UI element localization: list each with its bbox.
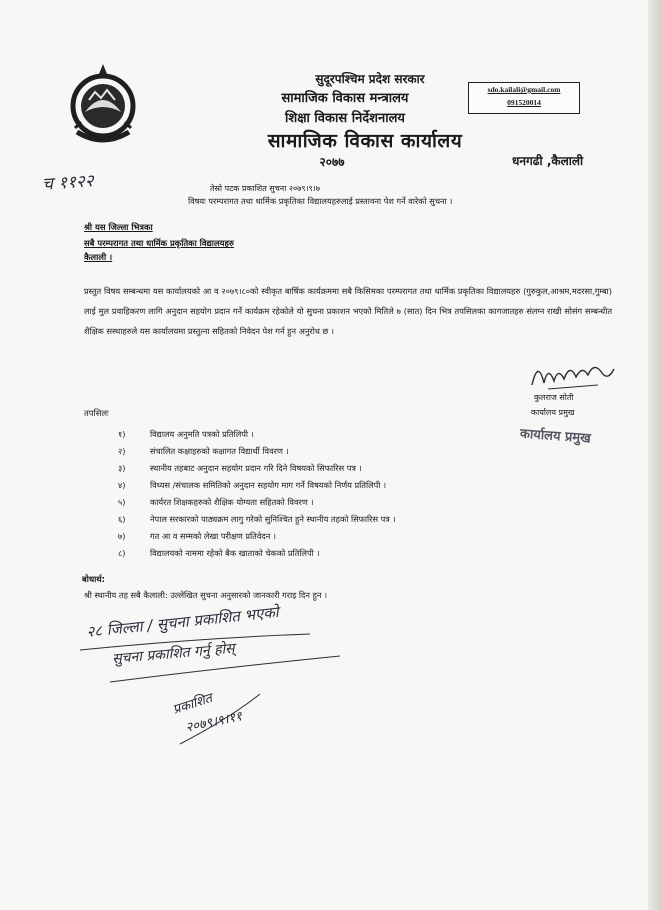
publication-notice: तेस्रो पटक प्रकाशित सुचना २०७९।९।७ — [210, 184, 320, 193]
establishment-year: २०७७ — [319, 155, 345, 169]
copy-to-title: बोधार्थ: — [82, 574, 105, 584]
office-location: धनगढी ,कैलाली — [512, 154, 584, 168]
annex-item: ३) स्थानीय तहबाट अनुदान सहयोग प्रदान गरि दिने विषयको सिफारिस पत्र । — [118, 463, 362, 473]
signatory-role: कार्यालय प्रमुख — [531, 408, 575, 417]
annex-item: ६) नेपाल सरकारको पाठ्यक्रम लागु गरेको सुनिश्चित हुने स्थानीय तहको सिफारिस पत्र । — [118, 514, 396, 524]
address-line: सबै परम्परागत तथा धार्मिक प्रकृतिका विद्यालयहरु — [84, 238, 234, 248]
address-line: कैलाली । — [84, 252, 113, 262]
office-head-stamp: कार्यालय प्रमुख — [519, 426, 592, 447]
address-line: श्री यस जिल्ला भित्रका — [84, 222, 153, 232]
office-name: सामाजिक विकास कार्यालय — [267, 130, 463, 152]
signatory-name: कुलराज सोती — [534, 393, 574, 402]
annex-item: ४) विध्यस /संचालक समितिको अनुदान सहयोग माग गर्ने विषयको निर्णय प्रतिलिपी । — [118, 480, 387, 490]
annex-item: ७) गत आ व सम्मको लेखा परीक्षण प्रतिवेदन । — [118, 531, 276, 541]
contact-box — [468, 82, 580, 114]
handwritten-registration-number: च ११२२ — [41, 171, 95, 195]
ministry-name: सामाजिक विकास मन्त्रालय — [281, 91, 409, 106]
directorate-name: शिक्षा विकास निर्देशनालय — [285, 111, 405, 126]
handwritten-note-line: प्रकाशित — [171, 691, 215, 718]
annex-title: तपसिलः — [84, 408, 109, 418]
copy-to-line: श्री स्थानीय तह सबै कैलाली: उल्लेखित सुचना अनुसारको जानकारी गराइ दिन हुन । — [84, 590, 328, 600]
notice-subject: विषयः परम्परागत तथा धार्मिक प्रकृतिका विद्यालयहरुलाई प्रस्तावना पेश गर्ने वारेको सुचना । — [188, 196, 453, 206]
page-edge — [648, 0, 662, 910]
signature — [528, 355, 618, 395]
contact-phone: 091520014 — [507, 98, 541, 107]
contact-email: sdo.kailali@gmail.com — [487, 85, 561, 94]
annex-item: ८) विद्यालयको नाममा रहेको बैक खाताको चेकको प्रतिलिपी । — [118, 548, 320, 558]
government-emblem — [67, 62, 139, 144]
handwritten-note-line: सुचना प्रकाशित गर्नु होस् — [111, 640, 236, 668]
body-paragraph: प्रस्तुत विषय सम्बन्धमा यस कार्यालयको आ व २०७९।८०को स्वीकृत बार्षिक कार्यक्रममा सबै किसिमका परम्परागत तथा धार्मिक प्रकृतिका विद्यालयहरु (गुरुकुल,आश्रम,मदरसा,गुम्बा) लाई मुल प्रवाहिकरण लागि अनुदान सहयोग प्रदान गर्ने कार्यक्रम रहेकोले यो सुचना प्रकाशन भएको मितिले ७ (सात) दिन भित्र तपसिलका कागजातहरु संलग्न राखी सोसंग सम्बन्धीत शैक्षिक सस्थाहरुले यस कार्यालयमा प्रस्तुत्ना सहितको निवेदन पेश गर्न हुन अनुरोध छ । — [84, 286, 612, 336]
annex-item: ५) कार्यरत शिक्षकहरुको शैक्षिक योग्यता सहितको विवरण । — [118, 497, 314, 507]
annex-item: २) संचालित कक्षाहरुको कक्षागत विद्यार्थी विवरण । — [118, 446, 289, 456]
province-government: सुदूरपश्चिम प्रदेश सरकार — [315, 72, 425, 86]
handwritten-note-line: २८ जिल्ला / सुचना प्रकाशित भएको — [85, 602, 280, 642]
annex-item: १) विद्यालय अनुमति पत्रको प्रतिलिपी । — [118, 429, 254, 439]
handwritten-date: २०७९।९।११ — [184, 709, 244, 736]
